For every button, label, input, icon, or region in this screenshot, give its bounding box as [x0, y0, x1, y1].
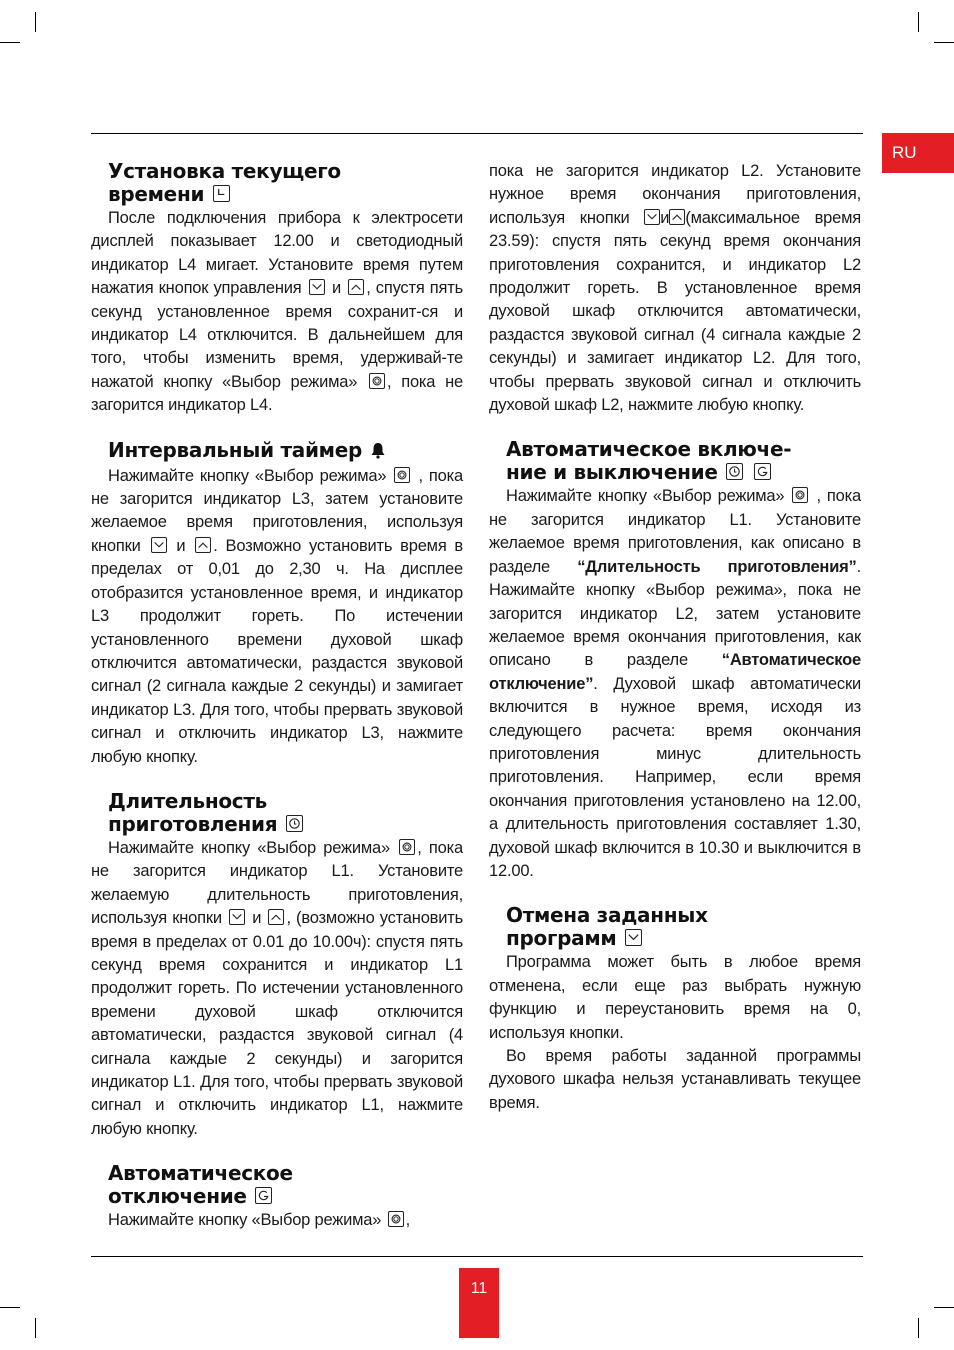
crop-mark — [35, 12, 36, 32]
down-arrow-icon — [151, 537, 167, 553]
up-arrow-icon — [268, 909, 284, 925]
crop-mark — [0, 42, 20, 43]
section-title: Длительность приготовления — [108, 790, 463, 836]
section-title: Интервальный таймер — [108, 439, 463, 464]
crop-mark — [0, 1307, 20, 1308]
duration-clock-icon — [286, 815, 303, 832]
section-title: Автоматическое отключение — [108, 1161, 293, 1209]
crop-mark — [934, 1307, 954, 1308]
section-text: Нажимайте кнопку «Выбор режима» , пока не загорится индикатор L3, затем установите желаемое время приготовления, используя кнопки и . Возможно установить время в пределах от 0,01 до 2,30 ч. На дисплее отобразится установленное время, и индикатор L3 продолжит гореть. По истечении установленного времени духовой шкаф отключится автоматически, раздастся звуковой сигнал (2 сигнала каждые 2 секунды) и замигает индикатор L3. Для того, чтобы прервать звуковой сигнал и отключить индикатор L3, нажмите любую кнопку. — [91, 466, 463, 766]
language-tab: RU — [882, 133, 954, 173]
section-reference: “Автоматическое отключение” — [489, 651, 861, 693]
section-reference: “Длительность приготовления” — [577, 557, 857, 576]
section-auto-off-continued — [489, 160, 861, 417]
crop-mark — [918, 1318, 919, 1338]
mode-select-icon — [399, 839, 415, 855]
bell-icon — [369, 441, 387, 464]
top-rule — [91, 133, 863, 134]
section-title: Автоматическое включе- ние и выключение — [506, 437, 792, 485]
section-title: Установка текущего времени — [108, 159, 341, 206]
section-text: После подключения прибора к электросети дисплей показывает 12.00 и светодиодный индикатор L4 мигает. Установите время путем нажатия кнопок управления и , спустя пять секунд установленное время сохранит-ся и индикатор L4 отключится. В дальнейшем для того, чтобы изменить время, удерживай-те нажатой кнопку «Выбор режима» , пока не загорится индикатор L4. — [91, 209, 464, 415]
section-text: Нажимайте кнопку «Выбор режима» , пока не загорится индикатор L1. Установите желаемое время приготовления, как описано в разделе “Длительность приготовления”. Нажимайте кнопку «Выбор режима», пока не загорится индикатор L2, затем установите желаемое время окончания приготовления, как описано в разделе “Автоматическое отключение”. Духовой шкаф автоматически включится в нужное время, исходя из следующего расчета: время окончания приготовления минус длительность приготовления. Например, если время окончания приготовления установлено на 12.00, а длительность приготовления составляет 1.30, духовой шкаф включится в 10.30 и выключится в 12.00. — [489, 487, 861, 880]
section-interval-timer — [91, 439, 463, 769]
clock-icon — [213, 185, 230, 202]
section-text: Во время работы заданной программы духового шкафа нельзя устанавливать текущее время. — [489, 1047, 861, 1112]
down-arrow-icon — [644, 209, 660, 225]
right-column — [489, 160, 861, 1136]
mode-select-icon — [394, 467, 410, 483]
section-text: Нажимайте кнопку «Выбор режима» , пока не загорится индикатор L1. Установите желаемую длительность приготовления, используя кнопки и , (возможно установить время в пределах от 0.01 до 10.00ч): спустя пять секунд время сохранится и индикатор L1 продолжит гореть. По истечении установленного времени духовой шкаф отключится автоматически, раздастся звуковой сигнал (4 сигнала каждые 2 секунды) и загорится индикатор L1. Для того, чтобы прервать звуковой сигнал и отключить индикатор L1, нажмите любую кнопку. — [91, 838, 464, 1138]
section-duration — [91, 790, 463, 1141]
up-arrow-icon — [669, 209, 685, 225]
page-number: 11 — [459, 1268, 499, 1338]
down-arrow-icon — [309, 279, 325, 295]
left-column — [91, 160, 463, 1254]
mode-select-icon — [369, 373, 385, 389]
section-text: Программа может быть в любое время отменена, если еще раз выбрать нужную функцию и переустановить время на 0, используя кнопки. — [489, 953, 861, 1042]
up-arrow-icon — [348, 279, 364, 295]
crop-mark — [35, 1318, 36, 1338]
crop-mark — [918, 12, 919, 32]
mode-select-icon — [792, 487, 808, 503]
end-time-icon — [255, 1187, 272, 1204]
duration-clock-icon — [726, 463, 743, 480]
down-arrow-icon — [625, 929, 642, 946]
section-auto-on-off — [489, 438, 861, 883]
section-cancel — [489, 904, 861, 1115]
bottom-rule — [91, 1256, 863, 1257]
section-current-time — [91, 160, 463, 418]
end-time-icon — [754, 463, 771, 480]
section-text: Нажимайте кнопку «Выбор режима» , — [108, 1211, 411, 1230]
up-arrow-icon — [195, 537, 211, 553]
down-arrow-icon — [229, 909, 245, 925]
crop-mark — [934, 42, 954, 43]
section-auto-off — [91, 1162, 463, 1232]
section-title: Отмена заданных программ — [506, 903, 708, 951]
section-text: пока не загорится индикатор L2. Установите нужное время окончания приготовления, используя кнопки и (максимальное время 23.59): спустя пять секунд время окончания приготовления сохранится, и индикатор L2 продолжит гореть. В установленное время духовой шкаф отключится автоматически, раздастся звуковой сигнал (4 сигнала каждые 2 секунды) и замигает индикатор L2. Для того, чтобы прервать звуковой сигнал и отключить духовой шкаф L2, нажмите любую кнопку. — [489, 162, 861, 415]
mode-select-icon — [388, 1211, 404, 1227]
